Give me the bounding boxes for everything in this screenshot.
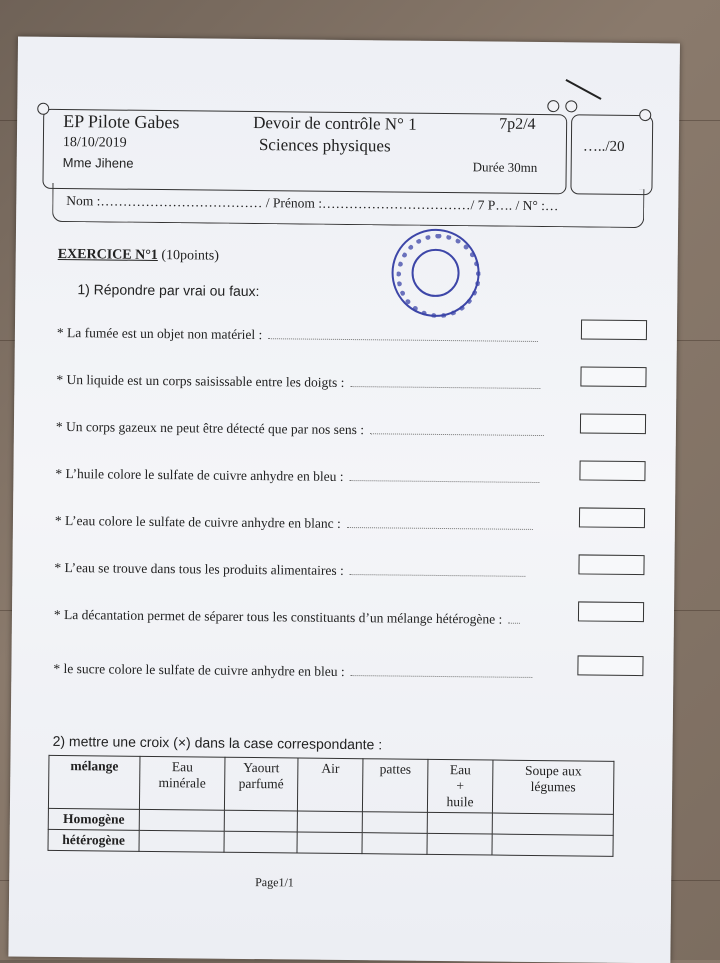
statement-3: * Un corps gazeux ne peut être détecté que par nos sens : <box>56 419 544 440</box>
scroll-curl-icon <box>565 100 577 112</box>
column-header: Yaourt parfumé <box>224 757 298 811</box>
statement-4: * L’huile colore le sulfate de cuivre anhydre en bleu : <box>55 466 539 487</box>
statement-1: * La fumée est un objet non matériel : <box>57 325 539 346</box>
classification-table <box>47 755 614 857</box>
score-field[interactable]: …../20 <box>582 138 625 155</box>
exercise-title: EXERCICE N°1 <box>57 246 158 264</box>
question-2: 2) mettre une croix (×) dans la case correspondante : <box>52 732 383 753</box>
table-header-row <box>48 755 614 814</box>
check-cell[interactable] <box>427 812 492 834</box>
teacher-name: Mme Jihene <box>62 155 134 171</box>
statement-7: * La décantation permet de séparer tous les constituants d’un mélange hétérogène : <box>54 607 520 628</box>
row-label: hétérogène <box>48 829 139 851</box>
column-header: pattes <box>362 759 428 813</box>
check-cell[interactable] <box>297 832 362 854</box>
answer-box-7[interactable] <box>578 601 644 622</box>
column-header: Soupe aux légumes <box>492 760 614 814</box>
column-header: Air <box>297 758 363 812</box>
statement-2: * Un liquide est un corps saisissable entre les doigts : <box>56 372 540 393</box>
column-header: Eau + huile <box>427 759 493 813</box>
check-cell[interactable] <box>139 809 224 831</box>
check-cell[interactable] <box>224 831 297 853</box>
stamp-center-icon <box>411 249 460 298</box>
check-cell[interactable] <box>139 830 224 852</box>
answer-box-3[interactable] <box>580 413 646 434</box>
check-cell[interactable] <box>492 813 613 835</box>
class-code: 7p2/4 <box>499 115 536 133</box>
check-cell[interactable] <box>224 810 297 832</box>
check-cell[interactable] <box>362 812 427 834</box>
answer-box-4[interactable] <box>579 460 645 481</box>
answer-box-6[interactable] <box>578 554 644 575</box>
question-1: 1) Répondre par vrai ou faux: <box>77 281 260 300</box>
scroll-curl-icon <box>547 100 559 112</box>
exam-subject: Sciences physiques <box>258 135 391 156</box>
answer-box-1[interactable] <box>581 319 647 340</box>
column-header: Eau minérale <box>139 756 225 810</box>
exam-date: 18/10/2019 <box>62 135 127 151</box>
scroll-curl-icon <box>639 109 651 121</box>
row-label: Homogène <box>48 808 139 830</box>
exam-title: Devoir de contrôle N° 1 <box>253 113 417 134</box>
scroll-curl-icon <box>37 103 49 115</box>
table-corner-header: mélange <box>48 755 140 809</box>
student-info-line[interactable]: Nom :……………………………… / Prénom :……………………………/ 7 P…. / N° :… <box>66 193 559 214</box>
page-number: Page1/1 <box>255 875 294 890</box>
exercise-points: (10points) <box>157 248 219 264</box>
pen-mark <box>565 79 601 100</box>
exam-sheet <box>8 37 680 963</box>
answer-box-5[interactable] <box>579 507 645 528</box>
check-cell[interactable] <box>297 811 362 833</box>
school-name: EP Pilote Gabes <box>63 111 180 133</box>
exam-duration: Durée 30mn <box>472 159 538 175</box>
answer-box-2[interactable] <box>580 366 646 387</box>
check-cell[interactable] <box>492 834 613 856</box>
answer-box-8[interactable] <box>577 655 643 676</box>
statement-6: * L’eau se trouve dans tous les produits alimentaires : <box>54 560 525 581</box>
statement-8: * le sucre colore le sulfate de cuivre anhydre en bleu : <box>53 661 532 682</box>
statement-5: * L’eau colore le sulfate de cuivre anhydre en blanc : <box>55 513 533 534</box>
check-cell[interactable] <box>427 833 492 855</box>
check-cell[interactable] <box>362 833 427 855</box>
exercise-heading <box>58 247 219 265</box>
